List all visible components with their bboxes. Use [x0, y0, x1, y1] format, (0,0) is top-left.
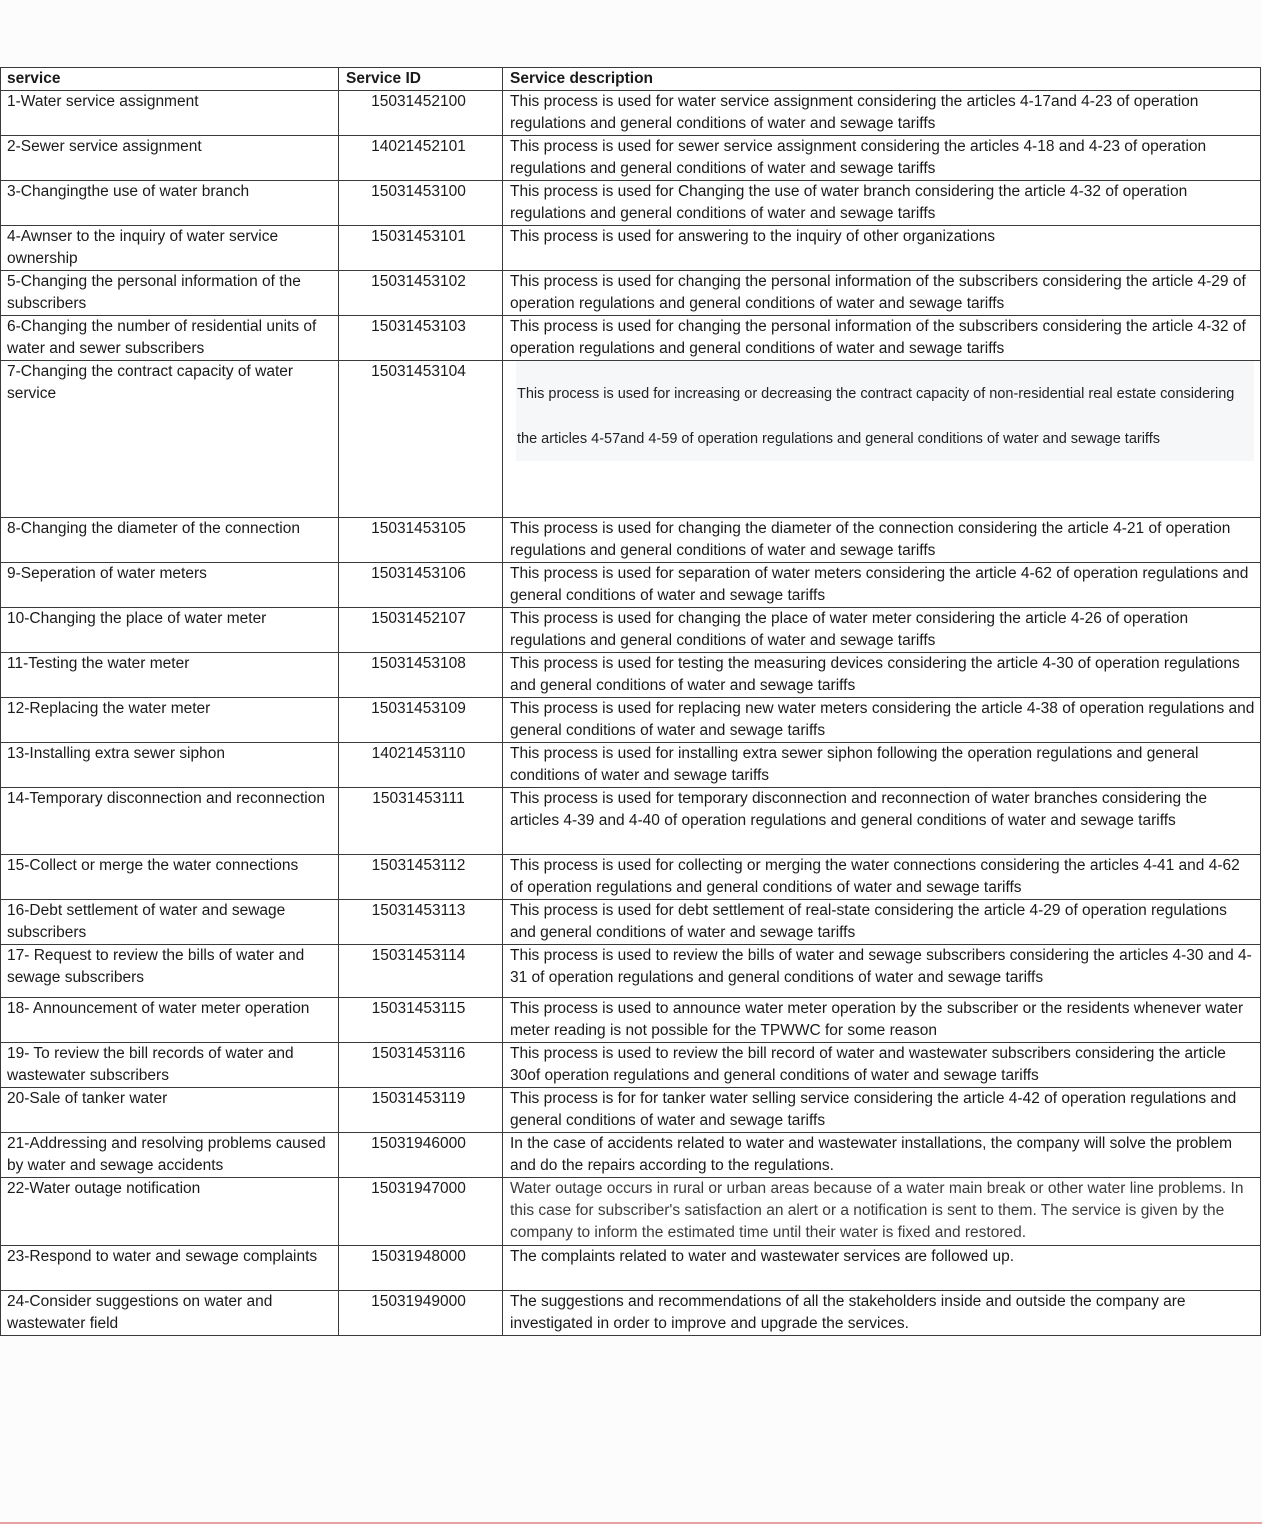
service-description: This process is used for sewer service assignment considering the articles 4-18 and 4-23 of operation regulations and general conditions of water and sewage tariffs	[503, 136, 1261, 181]
service-description: This process is used for testing the measuring devices considering the article 4-30 of operation regulations and general conditions of water and sewage tariffs	[503, 653, 1261, 698]
service-description: This process is for for tanker water selling service considering the article 4-42 of operation regulations and general conditions of water and sewage tariffs	[503, 1088, 1261, 1133]
table-row	[1, 855, 1261, 900]
table-row	[1, 1246, 1261, 1291]
service-description: This process is used to review the bill record of water and wastewater subscribers considering the article 30of operation regulations and general conditions of water and sewage tariffs	[503, 1043, 1261, 1088]
service-name: 6-Changing the number of residential units of water and sewer subscribers	[1, 316, 339, 361]
service-name: 11-Testing the water meter	[1, 653, 339, 698]
service-name: 1-Water service assignment	[1, 91, 339, 136]
table-row	[1, 945, 1261, 998]
service-name: 9-Seperation of water meters	[1, 563, 339, 608]
service-id: 15031453112	[339, 855, 503, 900]
service-id: 15031453116	[339, 1043, 503, 1088]
service-id: 14021452101	[339, 136, 503, 181]
service-description-cell	[503, 361, 1261, 518]
table-row	[1, 1133, 1261, 1178]
service-name: 15-Collect or merge the water connections	[1, 855, 339, 900]
service-name: 10-Changing the place of water meter	[1, 608, 339, 653]
service-id: 15031453101	[339, 226, 503, 271]
service-name: 16-Debt settlement of water and sewage subscribers	[1, 900, 339, 945]
table-row	[1, 608, 1261, 653]
service-name: 7-Changing the contract capacity of water service	[1, 361, 339, 518]
service-name: 19- To review the bill records of water and wastewater subscribers	[1, 1043, 339, 1088]
service-name: 22-Water outage notification	[1, 1178, 339, 1246]
service-description: This process is used to review the bills of water and sewage subscribers considering the articles 4-30 and 4-31 of operation regulations and general conditions of water and sewage tariffs	[503, 945, 1261, 998]
service-id: 15031949000	[339, 1291, 503, 1336]
table-row	[1, 518, 1261, 563]
service-id: 15031453105	[339, 518, 503, 563]
service-id: 15031453108	[339, 653, 503, 698]
service-description: This process is used for changing the personal information of the subscribers considering the article 4-32 of operation regulations and general conditions of water and sewage tariffs	[503, 316, 1261, 361]
service-name: 12-Replacing the water meter	[1, 698, 339, 743]
service-id: 15031453113	[339, 900, 503, 945]
header-service: service	[1, 68, 339, 91]
table-row	[1, 788, 1261, 855]
service-description: This process is used for changing the place of water meter considering the article 4-26 of operation regulations and general conditions of water and sewage tariffs	[503, 608, 1261, 653]
service-name: 24-Consider suggestions on water and wastewater field	[1, 1291, 339, 1336]
table-row	[1, 1178, 1261, 1246]
service-description: This process is used for increasing or decreasing the contract capacity of non-residential real estate considering the articles 4-57and 4-59 of operation regulations and general conditions of water and sewage tariffs	[516, 361, 1254, 461]
service-name: 18- Announcement of water meter operation	[1, 998, 339, 1043]
table-row	[1, 316, 1261, 361]
service-name: 21-Addressing and resolving problems caused by water and sewage accidents	[1, 1133, 339, 1178]
service-description: This process is used for answering to the inquiry of other organizations	[503, 226, 1261, 271]
service-id: 15031453104	[339, 361, 503, 518]
service-id: 15031452107	[339, 608, 503, 653]
table-row	[1, 271, 1261, 316]
service-description: In the case of accidents related to water and wastewater installations, the company will solve the problem and do the repairs according to the regulations.	[503, 1133, 1261, 1178]
service-id: 15031453119	[339, 1088, 503, 1133]
service-id: 15031453106	[339, 563, 503, 608]
service-name: 13-Installing extra sewer siphon	[1, 743, 339, 788]
service-id: 15031453102	[339, 271, 503, 316]
table-row	[1, 226, 1261, 271]
service-description: This process is used for changing the personal information of the subscribers considering the article 4-29 of operation regulations and general conditions of water and sewage tariffs	[503, 271, 1261, 316]
service-description: This process is used for changing the diameter of the connection considering the article 4-21 of operation regulations and general conditions of water and sewage tariffs	[503, 518, 1261, 563]
table-row	[1, 743, 1261, 788]
service-id: 15031453109	[339, 698, 503, 743]
service-id: 15031453114	[339, 945, 503, 998]
service-name: 20-Sale of tanker water	[1, 1088, 339, 1133]
service-name: 5-Changing the personal information of the subscribers	[1, 271, 339, 316]
service-description: This process is used for collecting or merging the water connections considering the articles 4-41 and 4-62 of operation regulations and general conditions of water and sewage tariffs	[503, 855, 1261, 900]
header-service-description: Service description	[503, 68, 1261, 91]
service-id: 14021453110	[339, 743, 503, 788]
service-name: 17- Request to review the bills of water and sewage subscribers	[1, 945, 339, 998]
service-id: 15031453100	[339, 181, 503, 226]
table-row	[1, 698, 1261, 743]
table-row	[1, 563, 1261, 608]
table-row	[1, 181, 1261, 226]
table-row	[1, 1291, 1261, 1336]
service-description: The complaints related to water and wastewater services are followed up.	[503, 1246, 1261, 1291]
table-row	[1, 900, 1261, 945]
table-row	[1, 998, 1261, 1043]
service-name: 3-Changingthe use of water branch	[1, 181, 339, 226]
service-name: 2-Sewer service assignment	[1, 136, 339, 181]
table-header-row	[1, 68, 1261, 91]
service-description: This process is used for separation of water meters considering the article 4-62 of operation regulations and general conditions of water and sewage tariffs	[503, 563, 1261, 608]
table-row	[1, 653, 1261, 698]
services-table	[0, 67, 1261, 1336]
service-description: Water outage occurs in rural or urban areas because of a water main break or other water line problems. In this case for subscriber's satisfaction an alert or a notification is sent to them. The service is given by the company to inform the estimated time until their water is fixed and restored.	[503, 1178, 1261, 1246]
service-description: This process is used for installing extra sewer siphon following the operation regulations and general conditions of water and sewage tariffs	[503, 743, 1261, 788]
table-row	[1, 136, 1261, 181]
service-description: This process is used for debt settlement of real-state considering the article 4-29 of operation regulations and general conditions of water and sewage tariffs	[503, 900, 1261, 945]
service-description: The suggestions and recommendations of all the stakeholders inside and outside the company are investigated in order to improve and upgrade the services.	[503, 1291, 1261, 1336]
service-id: 15031453111	[339, 788, 503, 855]
service-name: 4-Awnser to the inquiry of water service ownership	[1, 226, 339, 271]
header-service-id: Service ID	[339, 68, 503, 91]
service-description: This process is used for replacing new water meters considering the article 4-38 of operation regulations and general conditions of water and sewage tariffs	[503, 698, 1261, 743]
service-name: 23-Respond to water and sewage complaints	[1, 1246, 339, 1291]
service-id: 15031948000	[339, 1246, 503, 1291]
service-id: 15031453103	[339, 316, 503, 361]
service-description: This process is used to announce water meter operation by the subscriber or the residents whenever water meter reading is not possible for the TPWWC for some reason	[503, 998, 1261, 1043]
table-row	[1, 361, 1261, 518]
service-id: 15031452100	[339, 91, 503, 136]
table-row	[1, 1088, 1261, 1133]
service-id: 15031946000	[339, 1133, 503, 1178]
service-description: This process is used for temporary disconnection and reconnection of water branches considering the articles 4-39 and 4-40 of operation regulations and general conditions of water and sewage tariffs	[503, 788, 1261, 855]
table-row	[1, 91, 1261, 136]
service-name: 14-Temporary disconnection and reconnection	[1, 788, 339, 855]
service-name: 8-Changing the diameter of the connection	[1, 518, 339, 563]
service-id: 15031453115	[339, 998, 503, 1043]
service-description: This process is used for Changing the use of water branch considering the article 4-32 of operation regulations and general conditions of water and sewage tariffs	[503, 181, 1261, 226]
service-description: This process is used for water service assignment considering the articles 4-17and 4-23 of operation regulations and general conditions of water and sewage tariffs	[503, 91, 1261, 136]
table-row	[1, 1043, 1261, 1088]
service-id: 15031947000	[339, 1178, 503, 1246]
